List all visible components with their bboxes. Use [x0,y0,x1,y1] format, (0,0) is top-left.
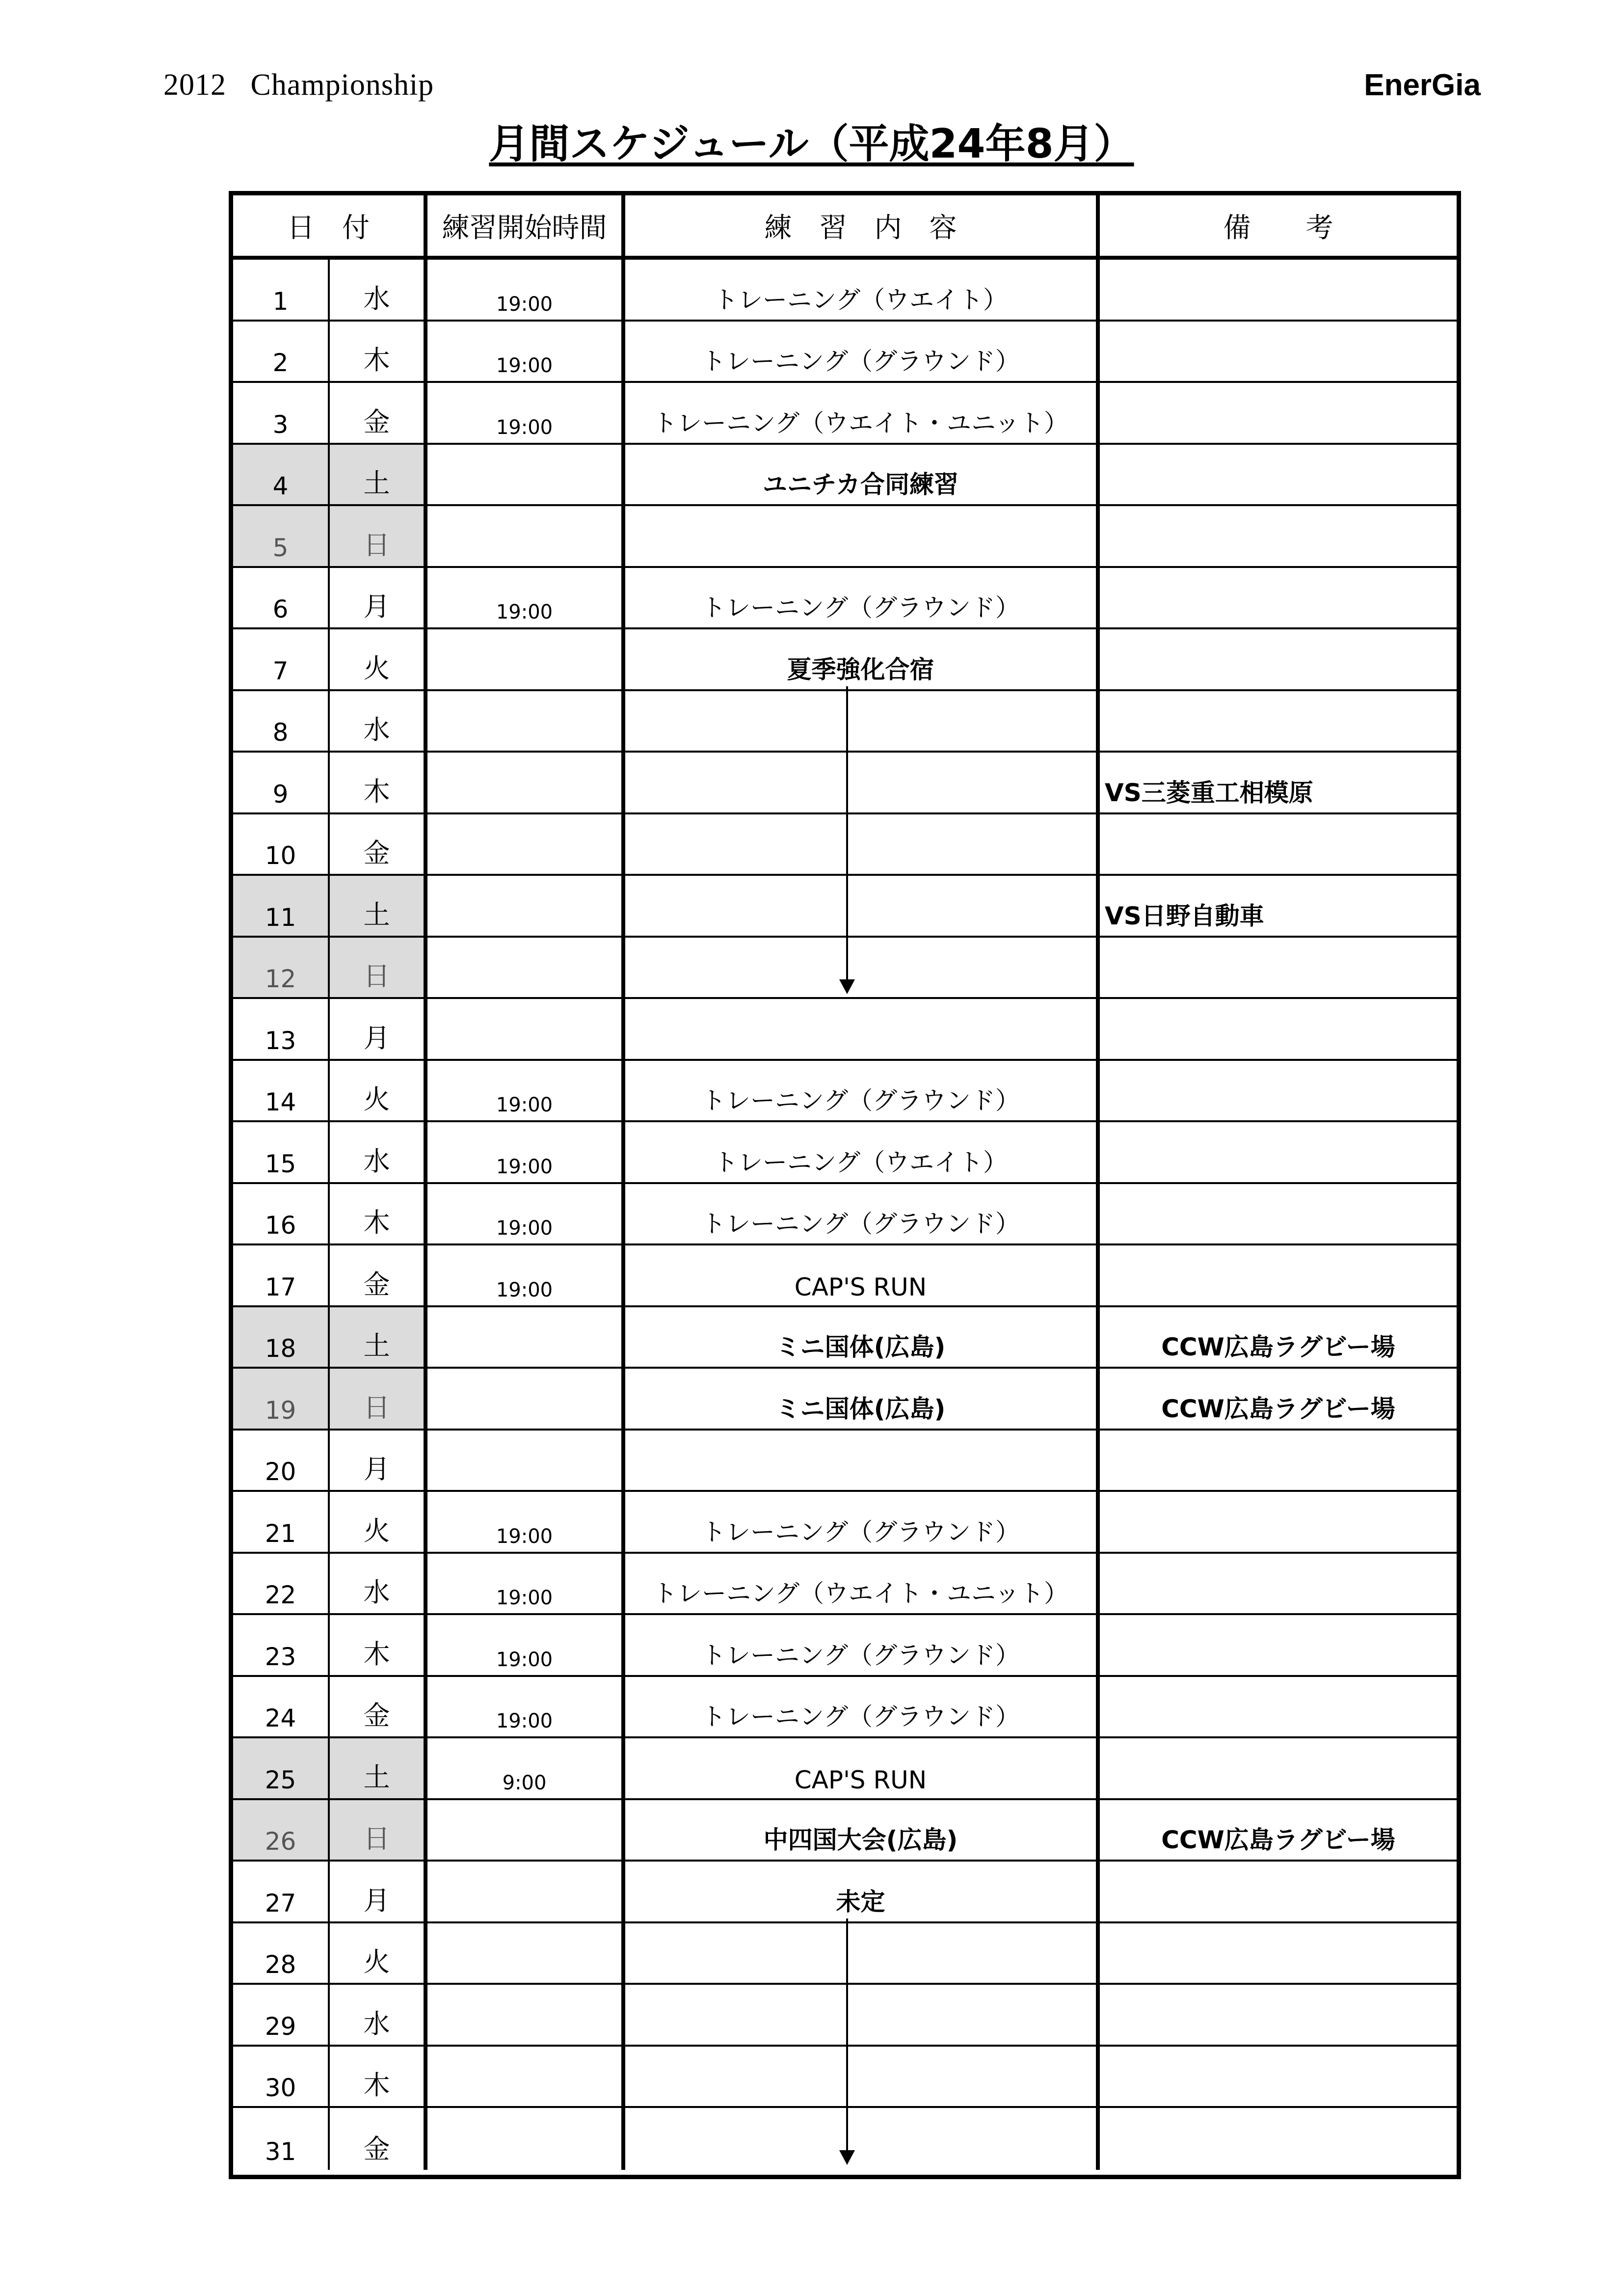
start-time-cell: 19:00 [424,1554,621,1614]
start-time-cell: 19:00 [424,1677,621,1737]
start-time-cell [424,691,621,751]
notes-cell [1096,1245,1457,1305]
start-time-cell: 19:00 [424,1061,621,1121]
weekday-cell: 水 [328,1985,424,2045]
table-row [233,1862,1457,1923]
content-cell: トレーニング（グラウンド） [621,322,1096,381]
start-time-cell: 19:00 [424,568,621,628]
content-cell: トレーニング（グラウンド） [621,568,1096,628]
content-cell [621,876,1096,936]
day-number-cell: 16 [265,1211,296,1240]
day-number-cell: 20 [265,1458,296,1486]
day-number-cell: 25 [233,1738,328,1798]
day-number-cell: 15 [265,1149,296,1178]
content-cell: トレーニング（ウエイト） [621,260,1096,320]
day-number-cell: 24 [265,1704,296,1732]
page-title: 月間スケジュール（平成24年8月） [489,121,1134,167]
notes-cell [1096,568,1457,628]
start-time-cell: 9:00 [424,1738,621,1798]
day-number-cell: 12 [233,938,328,998]
notes-cell [1096,938,1457,998]
weekday-cell: 木 [328,2047,424,2107]
table-row [233,1615,1457,1677]
notes-cell [1096,999,1457,1059]
start-time-cell [424,445,621,505]
content-cell: 夏季強化合宿 [621,629,1096,689]
date-column-header: 日 付 [287,212,370,244]
table-row [233,629,1457,691]
weekday-cell: 水 [328,1554,424,1614]
day-number-cell: 29 [265,2012,296,2041]
content-cell [621,1923,1096,1983]
table-row [233,2047,1457,2108]
table-row [233,1431,1457,1492]
table-row [233,445,1457,507]
table-row [233,1677,1457,1739]
start-time-cell [424,2047,621,2107]
day-number-cell: 21 [265,1519,296,1548]
weekday-cell: 木 [328,322,424,381]
content-cell [621,506,1096,566]
table-row [233,322,1457,383]
team-name: EnerGia [1364,68,1481,102]
weekday-cell: 土 [328,445,424,505]
weekday-cell: 金 [328,1677,424,1737]
day-number-cell: 31 [265,2137,296,2166]
content-cell: 未定 [621,1862,1096,1921]
start-time-cell [424,1923,621,1983]
day-number-cell: 6 [272,595,289,623]
notes-cell [1096,629,1457,689]
table-header-row [233,195,1457,260]
weekday-cell: 月 [328,568,424,628]
table-row [233,1122,1457,1184]
content-cell [621,999,1096,1059]
day-number-cell: 5 [233,506,328,566]
content-cell [621,2047,1096,2107]
start-time-cell [424,1800,621,1860]
notes-cell [1096,2047,1457,2107]
weekday-cell: 水 [328,260,424,320]
content-cell [621,814,1096,874]
day-number-cell: 2 [272,349,289,377]
content-cell: ミニ国体(広島) [621,1307,1096,1367]
content-cell: トレーニング（ウエイト・ユニット） [621,1554,1096,1614]
notes-cell: VS日野自動車 [1096,876,1457,936]
table-row [233,691,1457,753]
table-row [233,1738,1457,1800]
content-cell [621,1431,1096,1490]
weekday-cell: 日 [328,938,424,998]
table-row [233,753,1457,814]
table-row [233,506,1457,568]
continuation-arrow-line [846,1918,848,2150]
start-time-cell [424,2108,621,2170]
table-row [233,1923,1457,1985]
content-cell: トレーニング（グラウンド） [621,1184,1096,1244]
content-cell: トレーニング（ウエイト・ユニット） [621,383,1096,443]
notes-cell [1096,1738,1457,1798]
content-cell [621,1985,1096,2045]
start-time-cell [424,1307,621,1367]
day-number-cell: 28 [265,1950,296,1979]
start-time-cell: 19:00 [424,260,621,320]
table-row [233,814,1457,876]
weekday-cell: 金 [328,814,424,874]
start-time-cell [424,753,621,812]
notes-cell [1096,1492,1457,1552]
notes-cell [1096,260,1457,320]
table-row [233,383,1457,445]
weekday-cell: 火 [328,1061,424,1121]
start-time-cell [424,1431,621,1490]
weekday-cell: 日 [328,1800,424,1860]
table-row [233,1554,1457,1616]
notes-cell [1096,1985,1457,2045]
day-number-cell: 4 [233,445,328,505]
start-time-cell [424,876,621,936]
start-time-cell [424,629,621,689]
start-time-cell: 19:00 [424,1184,621,1244]
day-number-cell: 26 [233,1800,328,1860]
day-number-cell: 30 [265,2074,296,2102]
notes-cell [1096,506,1457,566]
table-row [233,1369,1457,1431]
start-time-cell [424,1985,621,2045]
day-number-cell: 19 [233,1369,328,1429]
start-time-cell [424,506,621,566]
arrow-down-icon [839,2150,855,2165]
day-number-cell: 8 [272,718,289,747]
arrow-down-icon [839,979,855,994]
start-time-cell [424,814,621,874]
start-time-cell [424,999,621,1059]
notes-cell [1096,1677,1457,1737]
start-time-cell: 19:00 [424,383,621,443]
content-cell: トレーニング（グラウンド） [621,1492,1096,1552]
notes-cell [1096,1122,1457,1182]
day-number-cell: 27 [265,1889,296,1918]
notes-cell [1096,1923,1457,1983]
weekday-cell: 月 [328,1862,424,1921]
weekday-cell: 日 [328,1369,424,1429]
day-number-cell: 9 [272,780,289,809]
start-time-column-header: 練習開始時間 [424,195,621,256]
notes-cell [1096,1431,1457,1490]
content-cell: ユニチカ合同練習 [621,445,1096,505]
content-cell: 中四国大会(広島) [621,1800,1096,1860]
day-number-cell: 13 [265,1026,296,1055]
championship-label: 2012 Championship [163,68,434,102]
table-row [233,568,1457,630]
content-cell: トレーニング（グラウンド） [621,1061,1096,1121]
weekday-cell: 水 [328,691,424,751]
content-cell: ミニ国体(広島) [621,1369,1096,1429]
start-time-cell [424,1369,621,1429]
day-number-cell: 7 [272,656,289,685]
notes-cell [1096,814,1457,874]
weekday-cell: 月 [328,1431,424,1490]
table-row [233,1492,1457,1554]
table-row [233,1061,1457,1123]
day-number-cell: 14 [265,1088,296,1116]
day-number-cell: 22 [265,1581,296,1609]
day-number-cell: 11 [233,876,328,936]
weekday-cell: 土 [328,1738,424,1798]
start-time-cell: 19:00 [424,1492,621,1552]
day-number-cell: 3 [272,410,289,439]
notes-cell [1096,1061,1457,1121]
notes-column-header: 備 考 [1096,195,1457,256]
content-cell: トレーニング（ウエイト） [621,1122,1096,1182]
day-number-cell: 23 [265,1642,296,1671]
notes-cell [1096,445,1457,505]
weekday-cell: 日 [328,506,424,566]
weekday-cell: 金 [328,1245,424,1305]
start-time-cell: 19:00 [424,1122,621,1182]
content-column-header: 練 習 内 容 [621,195,1096,256]
content-cell [621,753,1096,812]
weekday-cell: 水 [328,1122,424,1182]
notes-cell [1096,1862,1457,1921]
weekday-cell: 木 [328,1615,424,1675]
content-cell [621,691,1096,751]
notes-cell [1096,691,1457,751]
day-number-cell: 10 [265,841,296,870]
content-cell: トレーニング（グラウンド） [621,1615,1096,1675]
table-row [233,876,1457,938]
start-time-cell [424,938,621,998]
weekday-cell: 火 [328,1492,424,1552]
weekday-cell: 火 [328,1923,424,1983]
start-time-cell: 19:00 [424,322,621,381]
notes-cell: CCW広島ラグビー場 [1096,1307,1457,1367]
notes-cell [1096,1184,1457,1244]
start-time-cell: 19:00 [424,1615,621,1675]
notes-cell [1096,322,1457,381]
weekday-cell: 土 [328,1307,424,1367]
table-row [233,260,1457,322]
table-row [233,1800,1457,1862]
start-time-cell [424,1862,621,1921]
weekday-cell: 木 [328,753,424,812]
weekday-cell: 火 [328,629,424,689]
content-cell: トレーニング（グラウンド） [621,1677,1096,1737]
content-cell: CAP'S RUN [621,1245,1096,1305]
notes-cell [1096,383,1457,443]
day-number-cell: 18 [233,1307,328,1367]
table-row [233,1985,1457,2047]
table-row [233,999,1457,1061]
table-row [233,1184,1457,1246]
notes-cell [1096,1615,1457,1675]
content-cell [621,2108,1096,2170]
weekday-cell: 金 [328,383,424,443]
content-cell: CAP'S RUN [621,1738,1096,1798]
notes-cell: VS三菱重工相模原 [1096,753,1457,812]
notes-cell [1096,1554,1457,1614]
day-number-cell: 17 [265,1272,296,1301]
notes-cell: CCW広島ラグビー場 [1096,1800,1457,1860]
table-row [233,1245,1457,1307]
notes-cell: CCW広島ラグビー場 [1096,1369,1457,1429]
day-number-cell: 1 [272,287,289,316]
content-cell [621,938,1096,998]
weekday-cell: 土 [328,876,424,936]
weekday-cell: 木 [328,1184,424,1244]
weekday-cell: 月 [328,999,424,1059]
notes-cell [1096,2108,1457,2170]
start-time-cell: 19:00 [424,1245,621,1305]
weekday-cell: 金 [328,2108,424,2170]
table-row [233,1307,1457,1369]
schedule-table [229,191,1461,2179]
continuation-arrow-line [846,686,848,980]
